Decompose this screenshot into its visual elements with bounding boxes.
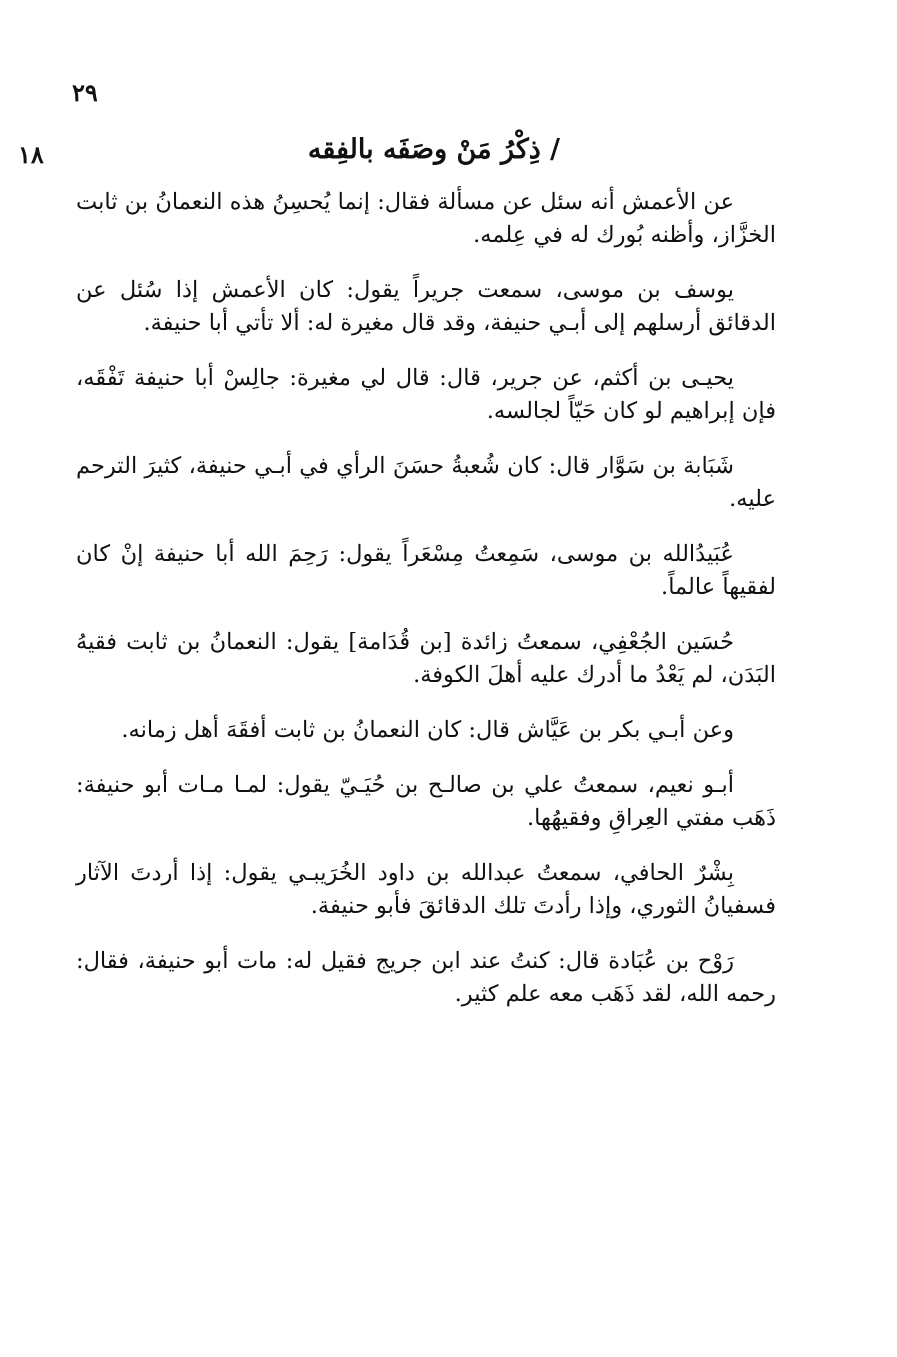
page-number: ٢٩ — [72, 78, 98, 107]
paragraph: شَبَابة بن سَوَّار قال: كان شُعبةُ حسَنَ الرأي في أبـي حنيفة، كثيرَ الترحم عليه. — [76, 453, 776, 512]
section-heading: / ذِكْرُ مَنْ وصَفَه بالفِقه — [307, 134, 560, 165]
paragraph: يوسف بن موسى، سمعت جريراً يقول: كان الأعمش إذا سُئل عن الدقائق أرسلهم إلى أبـي حنيفة، وقد قال مغيرة له: ألا تأتي أبا حنيفة. — [76, 277, 776, 336]
paragraph: عُبَيدُالله بن موسى، سَمِعتُ مِسْعَراً يقول: رَحِمَ الله أبا حنيفة إنْ كان لفقيهاً عالماً. — [76, 541, 776, 600]
paragraph: وعن أبـي بكر بن عَيَّاش قال: كان النعمانُ بن ثابت أفقَهَ أهل زمانه. — [121, 717, 734, 743]
body-text — [76, 186, 776, 1033]
paragraph: رَوْح بن عُبَادة قال: كنتُ عند ابن جريج فقيل له: مات أبو حنيفة، فقال: رحمه الله، لقد ذَهَب معه علم كثير. — [76, 948, 776, 1007]
paragraph: يحيـى بن أكثم، عن جرير، قال: قال لي مغيرة: جالِسْ أبا حنيفة تَفْقَه، فإن إبراهيم لو كان حَيّاً لجالسه. — [76, 365, 776, 424]
paragraph: حُسَين الجُعْفِي، سمعتُ زائدة [بن قُدَامة] يقول: النعمانُ بن ثابت فقيهُ البَدَن، لم يَعْدُ ما أدرك عليه أهلَ الكوفة. — [76, 629, 776, 688]
paragraph: أبـو نعيم، سمعتُ علي بن صالـح بن حُيَـيّ يقول: لمـا مـات أبو حنيفة: ذَهَب مفتي العِراقِ وفقيهُها. — [76, 772, 776, 831]
paragraph: بِشْرٌ الحافي، سمعتُ عبدالله بن داود الخُرَيبـي يقول: إذا أردتَ الآثار فسفيانُ الثوري، وإذا رأدتَ تلك الدقائقَ فأبو حنيفة. — [76, 860, 776, 919]
paragraph: عن الأعمش أنه سئل عن مسألة فقال: إنما يُحسِنُ هذه النعمانُ بن ثابت الخزَّاز، وأظنه بُورك له في عِلمه. — [76, 189, 776, 248]
margin-number: ١٨ — [18, 140, 44, 169]
